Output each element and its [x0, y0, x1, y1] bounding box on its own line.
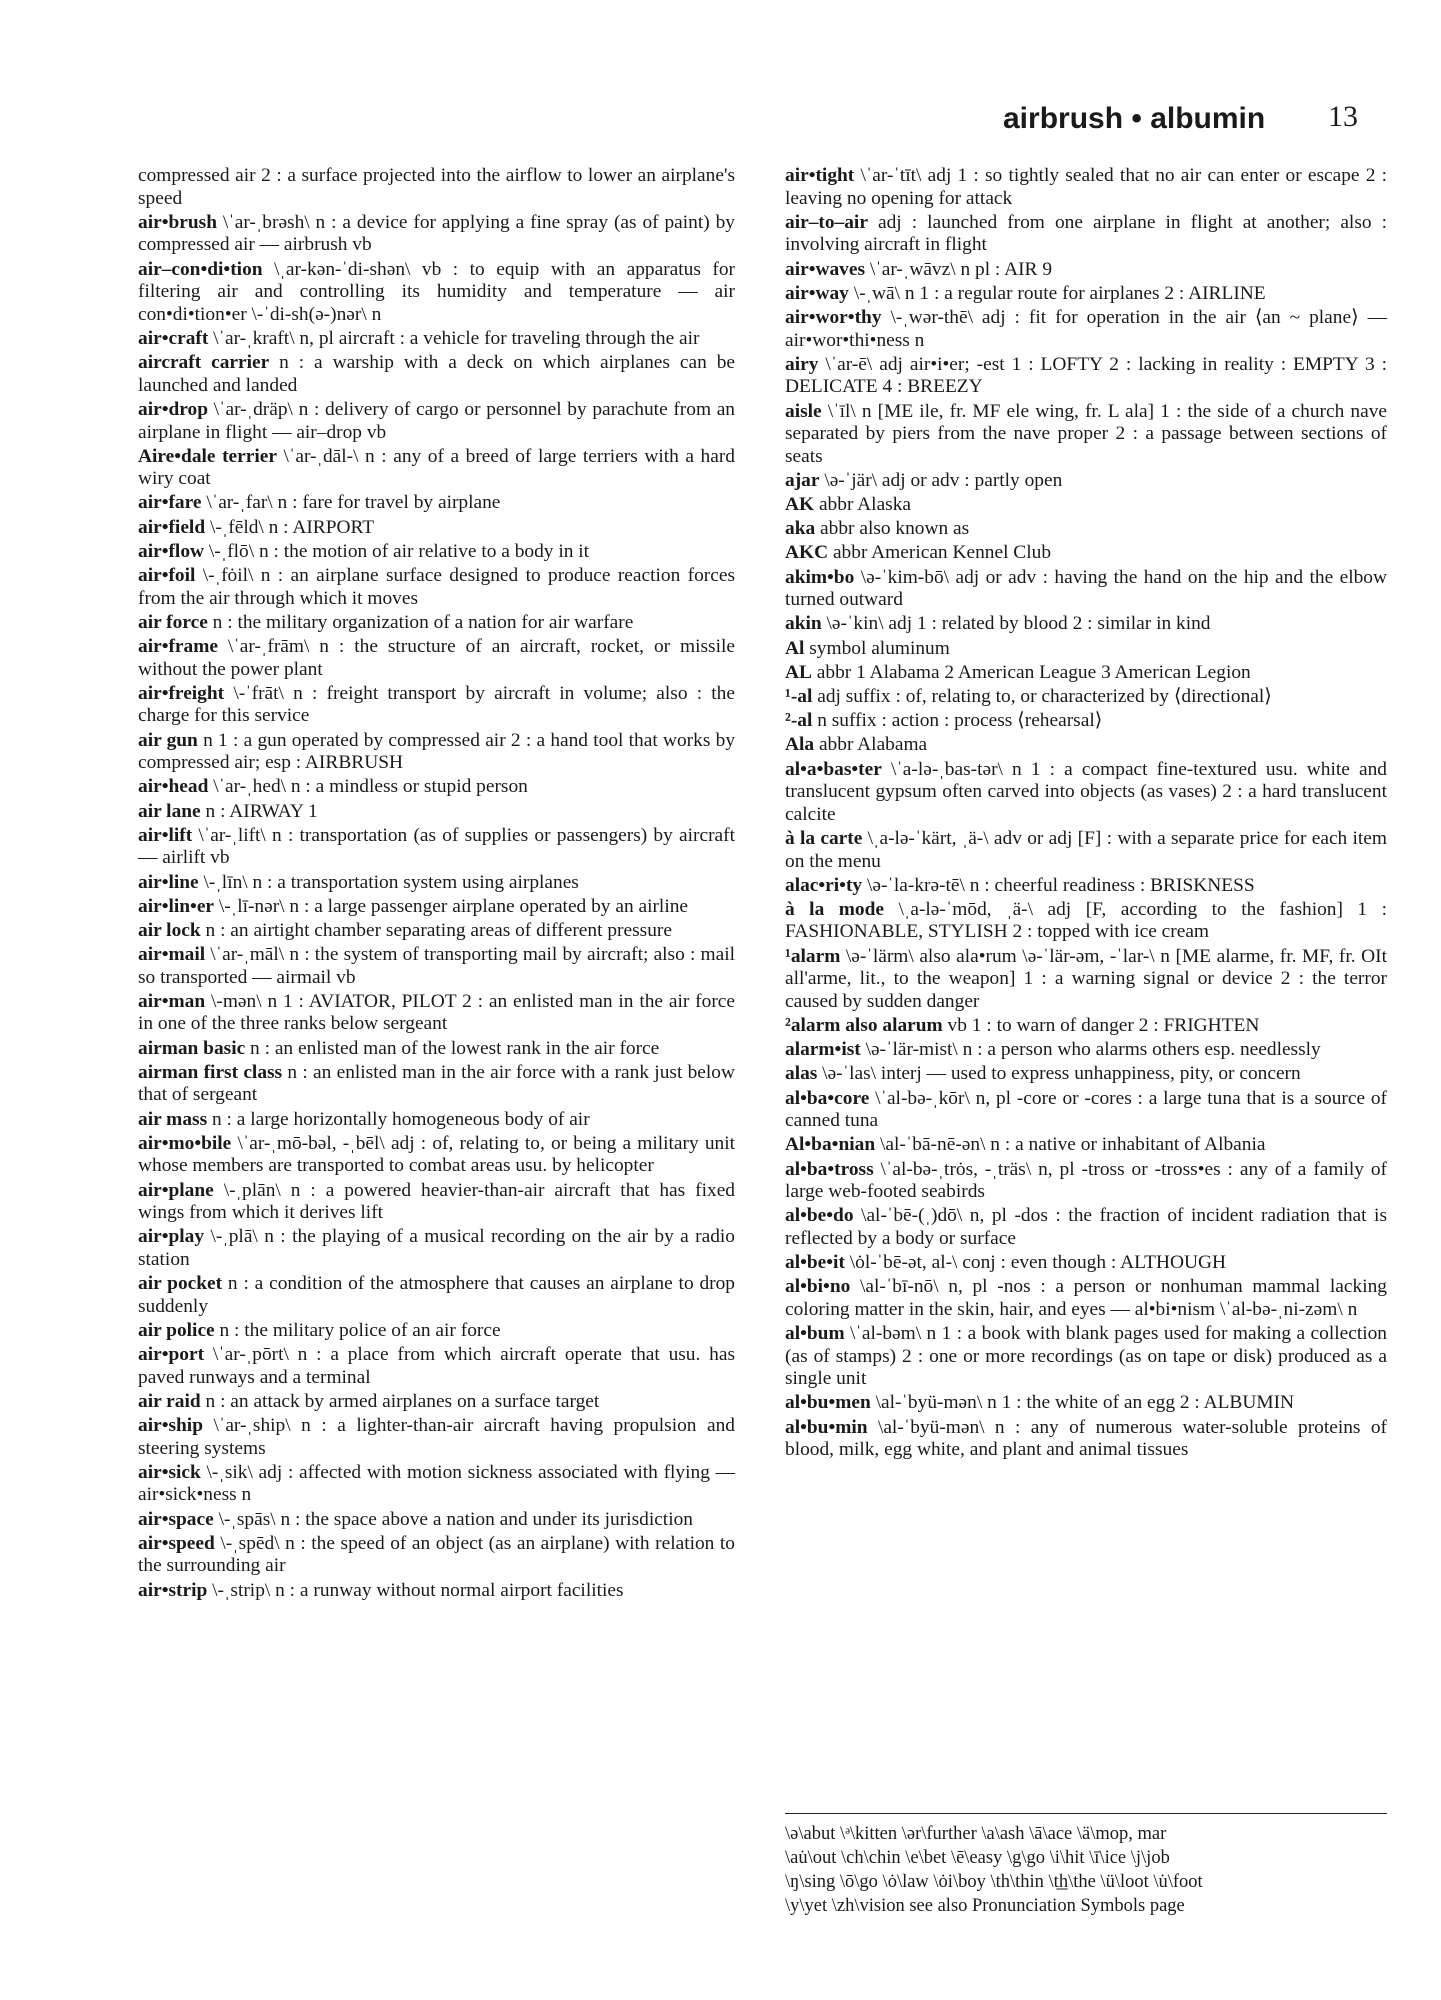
dictionary-entry: al•bi•no \al-ˈbī-nō\ n, pl -nos : a person or nonhuman mammal lacking coloring matter in the skin, hair, and eyes — al•bi•nism \ˈal-bə-ˌni-zəm\ n: [785, 1276, 1387, 1320]
pronunciation-key-line: \ŋ\sing \ō\go \ȯ\law \ȯi\boy \th\thin \t͟h\the \ü\loot \u̇\foot: [785, 1872, 1203, 1892]
dictionary-entry: ²alarm also alarum vb 1 : to warn of danger 2 : FRIGHTEN: [785, 1015, 1260, 1037]
dictionary-entry: ¹-al adj suffix : of, relating to, or characterized by ⟨directional⟩: [785, 685, 1272, 707]
headword: al•ba•tross: [785, 1158, 874, 1180]
dictionary-entry: air•freight \-ˈfrāt\ n : freight transport by aircraft in volume; also : the charge for this service: [138, 682, 735, 727]
headword: air•craft: [138, 327, 209, 349]
headword: air mass: [138, 1108, 208, 1130]
dictionary-entry: air•man \-mən\ n 1 : AVIATOR, PILOT 2 : an enlisted man in the air force in one of the three ranks below sergeant: [138, 990, 735, 1035]
dictionary-entry: akin \ə-ˈkin\ adj 1 : related by blood 2 : similar in kind: [785, 613, 1211, 635]
headword: alarm•ist: [785, 1039, 861, 1061]
headword: air•frame: [138, 636, 218, 657]
dictionary-entry: air raid n : an attack by armed airplanes on a surface target: [138, 1390, 600, 1412]
dictionary-entry: à la carte \ˌa-lə-ˈkärt, ˌä-\ adv or adj [F] : with a separate price for each item on the menu: [785, 827, 1387, 872]
dictionary-entry: air•space \-ˌspās\ n : the space above a nation and under its jurisdiction: [138, 1508, 693, 1530]
headword: air•brush: [138, 211, 217, 233]
dictionary-entry: air•flow \-ˌflō\ n : the motion of air relative to a body in it: [138, 540, 590, 562]
headword: air•mail: [138, 944, 206, 966]
dictionary-entry: Al•ba•nian \al-ˈbā-nē-ən\ n : a native or inhabitant of Albania: [785, 1134, 1266, 1156]
headword: aisle: [785, 400, 822, 422]
right-column: [785, 165, 1387, 1463]
dictionary-entry: air•foil \-ˌfȯil\ n : an airplane surface designed to produce reaction forces from the air through which it moves: [138, 565, 735, 609]
dictionary-entry: air•field \-ˌfēld\ n : AIRPORT: [138, 516, 375, 538]
headword: airy: [785, 353, 819, 375]
dictionary-entry: air•lift \ˈar-ˌlift\ n : transportation (as of supplies or passengers) by aircraft — airlift vb: [138, 824, 735, 869]
page-header: [0, 0, 1441, 160]
dictionary-entry: Aire•dale terrier \ˈar-ˌdāl-\ n : any of a breed of large terriers with a hard wiry coat: [138, 445, 735, 490]
headword: air force: [138, 611, 208, 633]
dictionary-entry: air•port \ˈar-ˌpōrt\ n : a place from which aircraft operate that usu. has paved runways and a terminal: [138, 1344, 735, 1388]
dictionary-entry: al•bu•men \al-ˈbyü-mən\ n 1 : the white of an egg 2 : ALBUMIN: [785, 1392, 1295, 1414]
headword: aka: [785, 518, 816, 540]
headword: akin: [785, 613, 822, 635]
dictionary-entry: air•lin•er \-ˌlī-nər\ n : a large passenger airplane operated by an airline: [138, 895, 689, 917]
headword: alas: [785, 1063, 818, 1085]
dictionary-entry: akim•bo \ə-ˈkim-bō\ adj or adv : having the hand on the hip and the elbow turned outward: [785, 566, 1387, 611]
dictionary-entry: air•fare \ˈar-ˌfar\ n : fare for travel by airplane: [138, 492, 501, 514]
dictionary-entry: compressed air 2 : a surface projected into the airflow to lower an airplane's speed: [138, 165, 735, 209]
dictionary-entry: al•a•bas•ter \ˈa-lə-ˌbas-tər\ n 1 : a compact fine-textured usu. white and translucent gypsum often carved into objects (as vases) 2 : a hard translucent calcite: [785, 758, 1387, 825]
headword: Al: [785, 637, 805, 659]
dictionary-entry: air•plane \-ˌplān\ n : a powered heavier-than-air aircraft that has fixed wings from which it derives lift: [138, 1179, 735, 1224]
headword: air lane: [138, 800, 201, 822]
headword: air•wor•thy: [785, 306, 882, 328]
headword: ¹alarm: [785, 945, 841, 967]
dictionary-entry: air•strip \-ˌstrip\ n : a runway without normal airport facilities: [138, 1579, 624, 1601]
headword: al•bu•men: [785, 1392, 871, 1414]
headword: air•mo•bile: [138, 1132, 232, 1154]
headword: air lock: [138, 919, 201, 941]
dictionary-entry: ¹alarm \ə-ˈlärm\ also ala•rum \ə-ˈlär-əm, -ˈlar-\ n [ME alarme, fr. MF, fr. OIt all'arme, lit., to the weapon] 1 : a warning signal or device 2 : the terror caused by sudden danger: [785, 945, 1387, 1012]
dictionary-entry: aircraft carrier n : a warship with a deck on which airplanes can be launched and landed: [138, 352, 735, 396]
headword: air•flow: [138, 540, 205, 562]
headword: air•ship: [138, 1415, 203, 1437]
dictionary-entry: air mass n : a large horizontally homogeneous body of air: [138, 1108, 590, 1130]
dictionary-entry: Al symbol aluminum: [785, 637, 950, 659]
headword: air•drop: [138, 398, 208, 420]
headword: air•plane: [138, 1179, 214, 1201]
headword: air•way: [785, 282, 849, 304]
dictionary-entry: air•brush \ˈar-ˌbrəsh\ n : a device for applying a fine spray (as of paint) by compressed air — airbrush vb: [138, 211, 735, 256]
headword: al•bum: [785, 1323, 845, 1345]
headword: air•line: [138, 871, 199, 893]
dictionary-entry: air pocket n : a condition of the atmosphere that causes an airplane to drop suddenly: [138, 1273, 736, 1317]
dictionary-entry: à la mode \ˌa-lə-ˈmōd, ˌä-\ adj [F, according to the fashion] 1 : FASHIONABLE, STYLISH 2 : topped with ice cream: [785, 898, 1387, 943]
dictionary-entry: air•play \-ˌplā\ n : the playing of a musical recording on the air by a radio station: [138, 1226, 735, 1270]
dictionary-entry: ajar \ə-ˈjär\ adj or adv : partly open: [785, 469, 1063, 491]
headword: al•bi•no: [785, 1276, 851, 1298]
headword: à la carte: [785, 827, 863, 849]
dictionary-entry: al•be•do \al-ˈbē-(ˌ)dō\ n, pl -dos : the fraction of incident radiation that is reflected by a body or surface: [785, 1205, 1387, 1249]
dictionary-entry: Ala abbr Alabama: [785, 734, 928, 756]
dictionary-entry: air•mo•bile \ˈar-ˌmō-bəl, -ˌbēl\ adj : of, relating to, or being a military unit whose members are transported to combat areas usu. by helicopter: [138, 1132, 735, 1177]
dictionary-entry: air•waves \ˈar-ˌwāvz\ n pl : AIR 9: [785, 258, 1053, 280]
headword: airman first class: [138, 1061, 283, 1083]
dictionary-entry: al•ba•tross \ˈal-bə-ˌtrȯs, -ˌträs\ n, pl -tross or -tross•es : any of a family of large web-footed seabirds: [785, 1158, 1387, 1203]
headword: al•be•it: [785, 1252, 845, 1274]
dictionary-entry: aisle \ˈīl\ n [ME ile, fr. MF ele wing, fr. L ala] 1 : the side of a church nave separated by piers from the nave proper 2 : a passage between sections of seats: [785, 400, 1387, 467]
headword: AK: [785, 494, 815, 516]
headword: air raid: [138, 1390, 201, 1412]
dictionary-entry: air•ship \ˈar-ˌship\ n : a lighter-than-air aircraft having propulsion and steering systems: [138, 1415, 735, 1459]
dictionary-entry: AL abbr 1 Alabama 2 American League 3 American Legion: [785, 661, 1251, 683]
headword: air police: [138, 1319, 215, 1341]
headword: air•strip: [138, 1579, 208, 1601]
dictionary-entry: air•speed \-ˌspēd\ n : the speed of an object (as an airplane) with relation to the surrounding air: [138, 1532, 735, 1577]
dictionary-entry: airy \ˈar-ē\ adj air•i•er; -est 1 : LOFTY 2 : lacking in reality : EMPTY 3 : DELICATE 4 : BREEZY: [785, 353, 1387, 398]
dictionary-entry: air•head \ˈar-ˌhed\ n : a mindless or stupid person: [138, 776, 528, 798]
headword: air•foil: [138, 565, 196, 587]
dictionary-entry: air•wor•thy \-ˌwər-thē\ adj : fit for operation in the air ⟨an ~ plane⟩ — air•wor•thi•ness n: [785, 306, 1387, 351]
dictionary-entry: alas \ə-ˈlas\ interj — used to express unhappiness, pity, or concern: [785, 1063, 1301, 1085]
headword: air•head: [138, 776, 209, 798]
guide-words: airbrush • albumin: [1003, 102, 1266, 135]
dictionary-entry: al•be•it \ȯl-ˈbē-ət, al-\ conj : even though : ALTHOUGH: [785, 1252, 1226, 1274]
headword: air•play: [138, 1226, 205, 1248]
headword: AL: [785, 661, 812, 683]
headword: ²alarm also alarum: [785, 1015, 943, 1037]
dictionary-entry: alac•ri•ty \ə-ˈla-krə-tē\ n : cheerful readiness : BRISKNESS: [785, 874, 1255, 896]
headword: air•lin•er: [138, 895, 215, 917]
headword: air•lift: [138, 824, 193, 846]
headword: Ala: [785, 734, 815, 756]
dictionary-entry: al•bu•min \al-ˈbyü-mən\ n : any of numerous water-soluble proteins of blood, milk, egg white, and plant and animal tissues: [785, 1416, 1387, 1461]
headword: air•speed: [138, 1532, 215, 1554]
dictionary-entry: ²-al n suffix : action : process ⟨rehearsal⟩: [785, 710, 1103, 732]
headword: à la mode: [785, 898, 884, 920]
dictionary-entry: air•drop \ˈar-ˌdräp\ n : delivery of cargo or personnel by parachute from an airplane in flight — air–drop vb: [138, 398, 735, 443]
headword: ¹-al: [785, 685, 813, 707]
pronunciation-key: [785, 1813, 1387, 1918]
dictionary-entry: air•tight \ˈar-ˈtīt\ adj 1 : so tightly sealed that no air can enter or escape 2 : leaving no opening for attack: [785, 165, 1387, 209]
dictionary-entry: al•bum \ˈal-bəm\ n 1 : a book with blank pages used for making a collection (as of stamps) 2 : one or more recordings (as on tape or disk) produced as a single unit: [785, 1323, 1387, 1390]
dictionary-entry: air•way \-ˌwā\ n 1 : a regular route for airplanes 2 : AIRLINE: [785, 282, 1266, 304]
headword: airman basic: [138, 1037, 246, 1059]
dictionary-entry: air•craft \ˈar-ˌkraft\ n, pl aircraft : a vehicle for traveling through the air: [138, 327, 700, 349]
headword: al•ba•core: [785, 1087, 870, 1109]
dictionary-entry: AK abbr Alaska: [785, 494, 912, 516]
dictionary-entry: air•mail \ˈar-ˌmāl\ n : the system of transporting mail by aircraft; also : mail so transported — airmail vb: [138, 944, 735, 988]
headword: ²-al: [785, 710, 813, 732]
pronunciation-key-line: \au̇\out \ch\chin \e\bet \ē\easy \g\go \i\hit \ī\ice \j\job: [785, 1848, 1170, 1868]
dictionary-entry: airman first class n : an enlisted man in the air force with a rank just below that of sergeant: [138, 1061, 735, 1106]
headword: air•field: [138, 516, 206, 538]
headword: akim•bo: [785, 566, 855, 588]
dictionary-entry: air•line \-ˌlīn\ n : a transportation system using airplanes: [138, 871, 579, 893]
dictionary-entry: aka abbr also known as: [785, 518, 970, 540]
headword: air–to–air: [785, 211, 868, 233]
headword: Aire•dale terrier: [138, 445, 277, 467]
headword: al•be•do: [785, 1205, 854, 1227]
dictionary-entry: al•ba•core \ˈal-bə-ˌkōr\ n, pl -core or -cores : a large tuna that is a source of canned tuna: [785, 1087, 1387, 1132]
headword: air•sick: [138, 1461, 201, 1483]
left-column: [138, 165, 735, 1604]
dictionary-entry: air–to–air adj : launched from one airplane in flight at another; also : involving aircraft in flight: [785, 211, 1387, 256]
dictionary-entry: air•sick \-ˌsik\ adj : affected with motion sickness associated with flying — air•sick•ness n: [138, 1461, 735, 1506]
headword: al•a•bas•ter: [785, 758, 882, 780]
dictionary-entry: air gun n 1 : a gun operated by compressed air 2 : a hand tool that works by compressed air; esp : AIRBRUSH: [138, 729, 736, 774]
headword: al•bu•min: [785, 1416, 868, 1438]
dictionary-entry: air force n : the military organization of a nation for air warfare: [138, 611, 634, 633]
page-number: 13: [1328, 100, 1358, 133]
headword: air•fare: [138, 492, 202, 514]
dictionary-entry: air police n : the military police of an air force: [138, 1319, 501, 1341]
headword: air gun: [138, 729, 198, 751]
dictionary-entry: airman basic n : an enlisted man of the lowest rank in the air force: [138, 1037, 660, 1059]
headword: air•waves: [785, 258, 866, 280]
headword: ajar: [785, 469, 820, 491]
headword: aircraft carrier: [138, 352, 270, 374]
dictionary-entry: air lock n : an airtight chamber separating areas of different pressure: [138, 919, 672, 941]
dictionary-entry: air–con•di•tion \ˌar-kən-ˈdi-shən\ vb : to equip with an apparatus for filtering air and controlling its humidity and temperature — air con•di•tion•er \-ˈdi-sh(ə-)nər\ n: [138, 258, 735, 325]
pronunciation-key-line: \y\yet \zh\vision see also Pronunciation Symbols page: [785, 1896, 1185, 1916]
headword: air–con•di•tion: [138, 258, 263, 280]
dictionary-entry: AKC abbr American Kennel Club: [785, 542, 1052, 564]
headword: air•space: [138, 1508, 214, 1530]
headword: AKC: [785, 542, 829, 564]
headword: air•tight: [785, 165, 855, 186]
dictionary-entry: air•frame \ˈar-ˌfrām\ n : the structure of an aircraft, rocket, or missile without the power plant: [138, 636, 735, 680]
headword: alac•ri•ty: [785, 874, 863, 896]
headword: Al•ba•nian: [785, 1134, 876, 1156]
headword: air•freight: [138, 682, 225, 704]
dictionary-entry: alarm•ist \ə-ˈlär-mist\ n : a person who alarms others esp. needlessly: [785, 1039, 1321, 1061]
headword: air•man: [138, 990, 206, 1012]
headword: air pocket: [138, 1273, 223, 1295]
pronunciation-key-line: \ə\abut \ᵊ\kitten \ər\further \a\ash \ā\ace \ä\mop, mar: [785, 1824, 1167, 1844]
headword: air•port: [138, 1344, 205, 1366]
dictionary-entry: air lane n : AIRWAY 1: [138, 800, 318, 822]
